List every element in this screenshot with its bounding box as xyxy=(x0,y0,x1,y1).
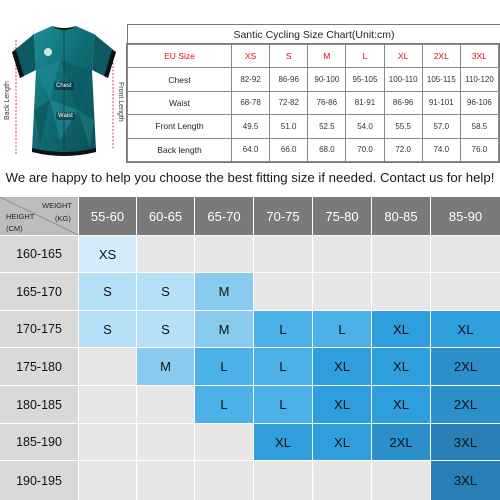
weight-header: 80-85 xyxy=(372,197,430,235)
size-chart-cell: 58.5 xyxy=(460,115,498,138)
size-chart-row xyxy=(128,115,499,138)
size-chart-cell: 76.0 xyxy=(460,138,498,161)
size-chart-row-label: Back length xyxy=(128,138,232,161)
size-recommendation-cell: S xyxy=(137,273,194,310)
size-recommendation-cell: M xyxy=(195,273,253,310)
size-chart-cell: 100-110 xyxy=(384,68,422,91)
size-recommendation-cell: L xyxy=(254,348,312,385)
empty-cell xyxy=(372,461,430,500)
size-recommendation-cell: 2XL xyxy=(431,348,500,385)
size-chart-cell: 68.0 xyxy=(308,138,346,161)
size-recommendation-cell: S xyxy=(79,311,136,347)
size-chart-header-cell: S xyxy=(270,45,308,68)
empty-cell xyxy=(79,386,136,423)
size-chart-table xyxy=(126,28,500,163)
weight-header: 85-90 xyxy=(431,197,500,235)
empty-cell xyxy=(79,348,136,385)
size-chart-cell: 81-91 xyxy=(346,91,384,114)
empty-cell xyxy=(431,236,500,272)
jersey-illustration xyxy=(0,0,128,168)
empty-cell xyxy=(79,424,136,460)
weight-header: 55-60 xyxy=(79,197,136,235)
size-recommendation-cell: XS xyxy=(79,236,136,272)
chest-label: Chest xyxy=(56,83,72,89)
size-recommendation-cell: 3XL xyxy=(431,424,500,460)
back-length-label: Back Length xyxy=(4,81,11,120)
size-chart-cell: 51.0 xyxy=(270,115,308,138)
height-header: 185-190 xyxy=(0,424,78,460)
height-label: HEIGHT xyxy=(6,212,35,221)
height-header: 175-180 xyxy=(0,348,78,385)
waist-label: Waist xyxy=(58,113,73,119)
size-chart-cell: 52.5 xyxy=(308,115,346,138)
size-chart-row xyxy=(128,91,499,114)
size-chart-cell: 86-96 xyxy=(270,68,308,91)
front-length-label: Front Length xyxy=(117,82,124,122)
height-header: 180-185 xyxy=(0,386,78,423)
size-chart-header-cell: EU Size xyxy=(128,45,232,68)
size-chart-cell: 96-106 xyxy=(460,91,498,114)
size-recommendation-cell: XL xyxy=(313,348,371,385)
empty-cell xyxy=(195,461,253,500)
size-chart-cell: 110-120 xyxy=(460,68,498,91)
size-recommendation-cell: L xyxy=(195,386,253,423)
size-recommendation-cell: XL xyxy=(313,424,371,460)
empty-cell xyxy=(254,273,312,310)
size-recommendation-cell: M xyxy=(195,311,253,347)
size-chart-cell: 55.5 xyxy=(384,115,422,138)
empty-cell xyxy=(137,461,194,500)
height-header: 170-175 xyxy=(0,311,78,347)
size-recommendation-cell: L xyxy=(254,311,312,347)
size-recommendation-cell: XL xyxy=(313,386,371,423)
size-recommendation-cell: XL xyxy=(372,386,430,423)
size-chart-row-label: Front Length xyxy=(128,115,232,138)
size-recommendation-cell: S xyxy=(137,311,194,347)
size-chart-cell: 95-105 xyxy=(346,68,384,91)
size-chart-cell: 57.0 xyxy=(422,115,460,138)
empty-cell xyxy=(431,273,500,310)
size-recommendation-cell: XL xyxy=(372,311,430,347)
help-text: We are happy to help you choose the best fitting size if needed. Contact us for help! xyxy=(5,170,495,185)
size-chart-header-cell: 3XL xyxy=(460,45,498,68)
size-recommendation-cell: 2XL xyxy=(431,386,500,423)
size-recommendation-cell: L xyxy=(254,386,312,423)
size-chart-row xyxy=(128,138,499,161)
weight-label: WEIGHT xyxy=(42,201,72,210)
weight-header: 70-75 xyxy=(254,197,312,235)
size-chart-cell: 54.0 xyxy=(346,115,384,138)
size-chart-cell: 49.5 xyxy=(232,115,270,138)
size-recommendation-cell: S xyxy=(79,273,136,310)
size-chart-header-cell: XL xyxy=(384,45,422,68)
size-chart-row xyxy=(128,68,499,91)
empty-cell xyxy=(137,424,194,460)
empty-cell xyxy=(195,424,253,460)
empty-cell xyxy=(372,236,430,272)
size-recommendation-cell: 3XL xyxy=(431,461,500,500)
size-chart-header-cell: M xyxy=(308,45,346,68)
size-chart-cell: 105-115 xyxy=(422,68,460,91)
height-header: 160-165 xyxy=(0,236,78,272)
size-chart-cell: 68-78 xyxy=(232,91,270,114)
weight-header: 65-70 xyxy=(195,197,253,235)
empty-cell xyxy=(254,461,312,500)
size-chart-cell: 76-86 xyxy=(308,91,346,114)
cm-label: (CM) xyxy=(6,224,23,233)
empty-cell xyxy=(254,236,312,272)
size-recommendation-cell: XL xyxy=(372,348,430,385)
size-recommendation-cell: XL xyxy=(431,311,500,347)
size-recommendation-cell: XL xyxy=(254,424,312,460)
empty-cell xyxy=(79,461,136,500)
kg-label: (KG) xyxy=(55,214,71,223)
size-chart-header-row xyxy=(128,45,499,68)
size-chart-header-cell: XS xyxy=(232,45,270,68)
size-chart-cell: 66.0 xyxy=(270,138,308,161)
size-chart-cell: 90-100 xyxy=(308,68,346,91)
size-chart-cell: 72.0 xyxy=(384,138,422,161)
size-chart-cell: 64.0 xyxy=(232,138,270,161)
size-chart-cell: 70.0 xyxy=(346,138,384,161)
empty-cell xyxy=(313,236,371,272)
size-chart-cell: 74.0 xyxy=(422,138,460,161)
size-chart-header-cell: 2XL xyxy=(422,45,460,68)
height-header: 165-170 xyxy=(0,273,78,310)
size-chart-cell: 91-101 xyxy=(422,91,460,114)
size-recommendation-cell: L xyxy=(313,311,371,347)
grid-corner-cell xyxy=(0,197,78,235)
height-header: 190-195 xyxy=(0,461,78,500)
size-chart-row-label: Waist xyxy=(128,91,232,114)
size-chart-title: Santic Cycling Size Chart(Unit:cm) xyxy=(127,24,500,44)
size-recommendation-cell: 2XL xyxy=(372,424,430,460)
size-chart-row-label: Chest xyxy=(128,68,232,91)
weight-header: 75-80 xyxy=(313,197,371,235)
size-chart-header-cell: L xyxy=(346,45,384,68)
empty-cell xyxy=(313,461,371,500)
empty-cell xyxy=(372,273,430,310)
weight-header: 60-65 xyxy=(137,197,194,235)
size-chart-cell: 86-96 xyxy=(384,91,422,114)
empty-cell xyxy=(137,386,194,423)
empty-cell xyxy=(137,236,194,272)
size-fit-grid xyxy=(0,197,500,500)
size-recommendation-cell: M xyxy=(137,348,194,385)
size-chart-cell: 82-92 xyxy=(232,68,270,91)
size-recommendation-cell: L xyxy=(195,348,253,385)
empty-cell xyxy=(313,273,371,310)
size-chart-cell: 72-82 xyxy=(270,91,308,114)
empty-cell xyxy=(195,236,253,272)
